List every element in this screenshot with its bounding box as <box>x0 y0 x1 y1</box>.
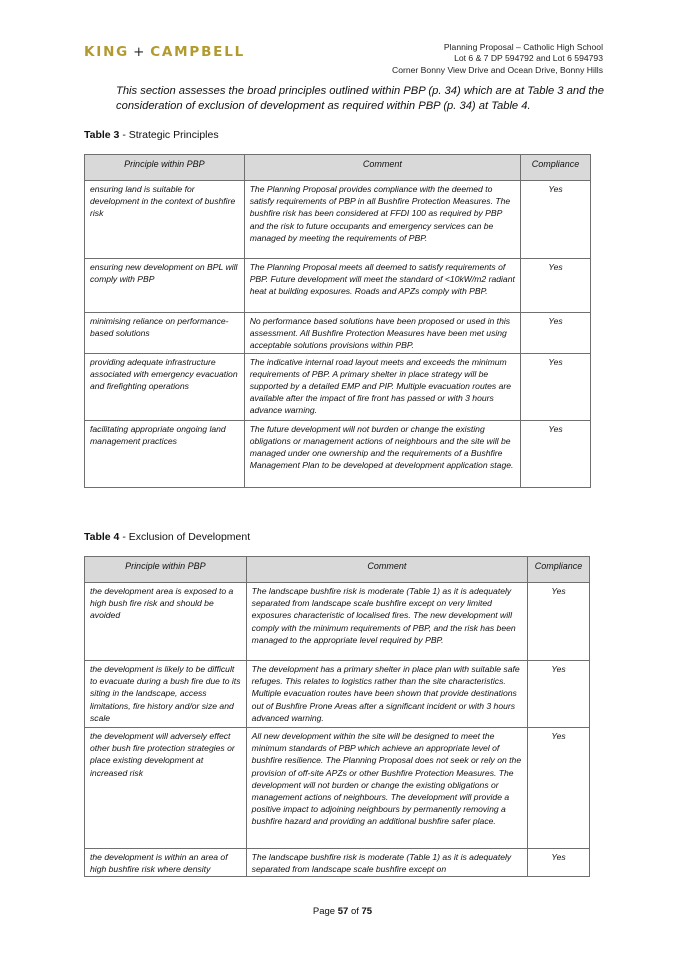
column-header-principle: Principle within PBP <box>85 557 247 583</box>
column-header-compliance: Compliance <box>528 557 590 583</box>
principle-cell: ensuring land is suitable for development in the context of bushfire risk <box>85 181 245 259</box>
intro-paragraph: This section assesses the broad principles outlined within PBP (p. 34) which are at Table 3 and the consideration of exclusion of development as required within PBP (p. 34) at Table 4. <box>116 85 604 112</box>
table-row <box>85 420 591 487</box>
table-row <box>85 313 591 354</box>
principle-cell: the development will adversely effect other bush fire protection strategies or place existing development at increased risk <box>85 728 247 849</box>
page-total: 75 <box>361 906 373 917</box>
compliance-cell: Yes <box>528 661 590 728</box>
logo-plus: + <box>133 44 147 60</box>
table-row <box>85 181 591 259</box>
table-row <box>85 583 590 661</box>
header-line-1: Planning Proposal – Catholic High School <box>443 42 603 52</box>
page-number: 57 <box>337 906 349 917</box>
comment-cell: The Planning Proposal provides compliance with the deemed to satisfy requirements of PBP in all Bushfire Protection Measures. The bushfire risk has been considered at FFDI 100 as required by PBP and the risk to future occupants and emergency services can be managed by meeting the requirements of PBP. <box>244 181 520 259</box>
compliance-cell: Yes <box>521 181 591 259</box>
table4-title <box>84 531 250 543</box>
column-header-comment: Comment <box>246 557 527 583</box>
principle-cell: ensuring new development on BPL will comply with PBP <box>85 259 245 313</box>
document-header <box>392 42 603 76</box>
table-row <box>85 259 591 313</box>
compliance-cell: Yes <box>528 849 590 877</box>
table4-caption: - Exclusion of Development <box>119 531 251 543</box>
column-header-principle: Principle within PBP <box>85 155 245 181</box>
comment-cell: The Planning Proposal meets all deemed to satisfy requirements of PBP. Future development will meet the standard of <10kW/m2 radiant heat at building exposures. Roads and APZs comply with PBP. <box>244 259 520 313</box>
comment-cell: The landscape bushfire risk is moderate (Table 1) as it is adequately separated from landscape scale bushfire except on <box>246 849 527 877</box>
principle-cell: the development is within an area of high bushfire risk where density <box>85 849 247 877</box>
principle-cell: facilitating appropriate ongoing land management practices <box>85 420 245 487</box>
compliance-cell: Yes <box>528 728 590 849</box>
table3-caption: - Strategic Principles <box>119 129 219 141</box>
table3-title <box>84 129 219 141</box>
logo-king: KING <box>84 44 130 60</box>
principle-cell: providing adequate infrastructure associated with emergency evacuation and firefighting operations <box>85 353 245 420</box>
logo-campbell: CAMPBELL <box>150 44 246 60</box>
header-line-3: Corner Bonny View Drive and Ocean Drive, Bonny Hills <box>392 64 603 75</box>
column-header-compliance: Compliance <box>521 155 591 181</box>
principle-cell: the development is likely to be difficult to evacuate during a bush fire due to its siting in the landscape, access limitations, fire history and/or size and scale <box>85 661 247 728</box>
comment-cell: The future development will not burden or change the existing obligations or management actions of neighbours and the site will be managed under one ownership and the requirements of a Bushfire Management Plan to be developed at development application stage. <box>244 420 520 487</box>
table3-label: Table 3 <box>84 129 120 141</box>
page-word: Page <box>312 906 338 917</box>
comment-cell: The landscape bushfire risk is moderate (Table 1) as it is adequately separated from landscape scale bushfire except on very limited exposures characteristic of localised fires. The new development will comply with the minimum requirements of PBP, and the risk has been managed to the appropriate level required by PBP. <box>246 583 527 661</box>
table-row <box>85 849 590 877</box>
compliance-cell: Yes <box>521 259 591 313</box>
strategic-principles-table <box>84 154 591 488</box>
table-header-row <box>85 155 591 181</box>
of-word: of <box>348 906 362 917</box>
compliance-cell: Yes <box>521 313 591 354</box>
compliance-cell: Yes <box>521 420 591 487</box>
page-footer <box>0 906 685 917</box>
table4-label: Table 4 <box>84 531 120 543</box>
comment-cell: All new development within the site will be designed to meet the minimum standards of PBP which achieve an appropriate level of bushfire resilience. The Planning Proposal does not seek or rely on the provision of off-site APZs or other Bushfire Protection Measures. The development will not burden or change the existing obligations or management actions of neighbours. The development will provide a positive impact to adjoining neighbours by permanently removing a bushfire hazard and providing an additional bushfire safer place. <box>246 728 527 849</box>
comment-cell: No performance based solutions have been proposed or used in this assessment. All Bushfire Protection Measures have been met using acceptable solutions provisions within PBP. <box>244 313 520 354</box>
table-row <box>85 728 590 849</box>
table-header-row <box>85 557 590 583</box>
table-row <box>85 661 590 728</box>
comment-cell: The development has a primary shelter in place plan with suitable safe refuges. This relates to logistics rather than the site characteristics. Multiple evacuation routes have been shown that provide destinations out of Bushfire Prone Areas after a significant incident or with 3 hours advanced warning. <box>246 661 527 728</box>
exclusion-of-development-table <box>84 556 590 877</box>
comment-cell: The indicative internal road layout meets and exceeds the minimum requirements of PBP. A primary shelter in place strategy will be supported by a detailed EMP and PIP. Multiple evacuation routes are available after the impact of fire front has passed or with 3 hours advance warning. <box>244 353 520 420</box>
compliance-cell: Yes <box>521 353 591 420</box>
header-line-2: Lot 6 & 7 DP 594792 and Lot 6 594793 <box>454 53 603 64</box>
principle-cell: minimising reliance on performance-based solutions <box>85 313 245 354</box>
compliance-cell: Yes <box>528 583 590 661</box>
king-campbell-logo <box>84 44 245 60</box>
principle-cell: the development area is exposed to a high bush fire risk and should be avoided <box>85 583 247 661</box>
column-header-comment: Comment <box>244 155 520 181</box>
table-row <box>85 353 591 420</box>
